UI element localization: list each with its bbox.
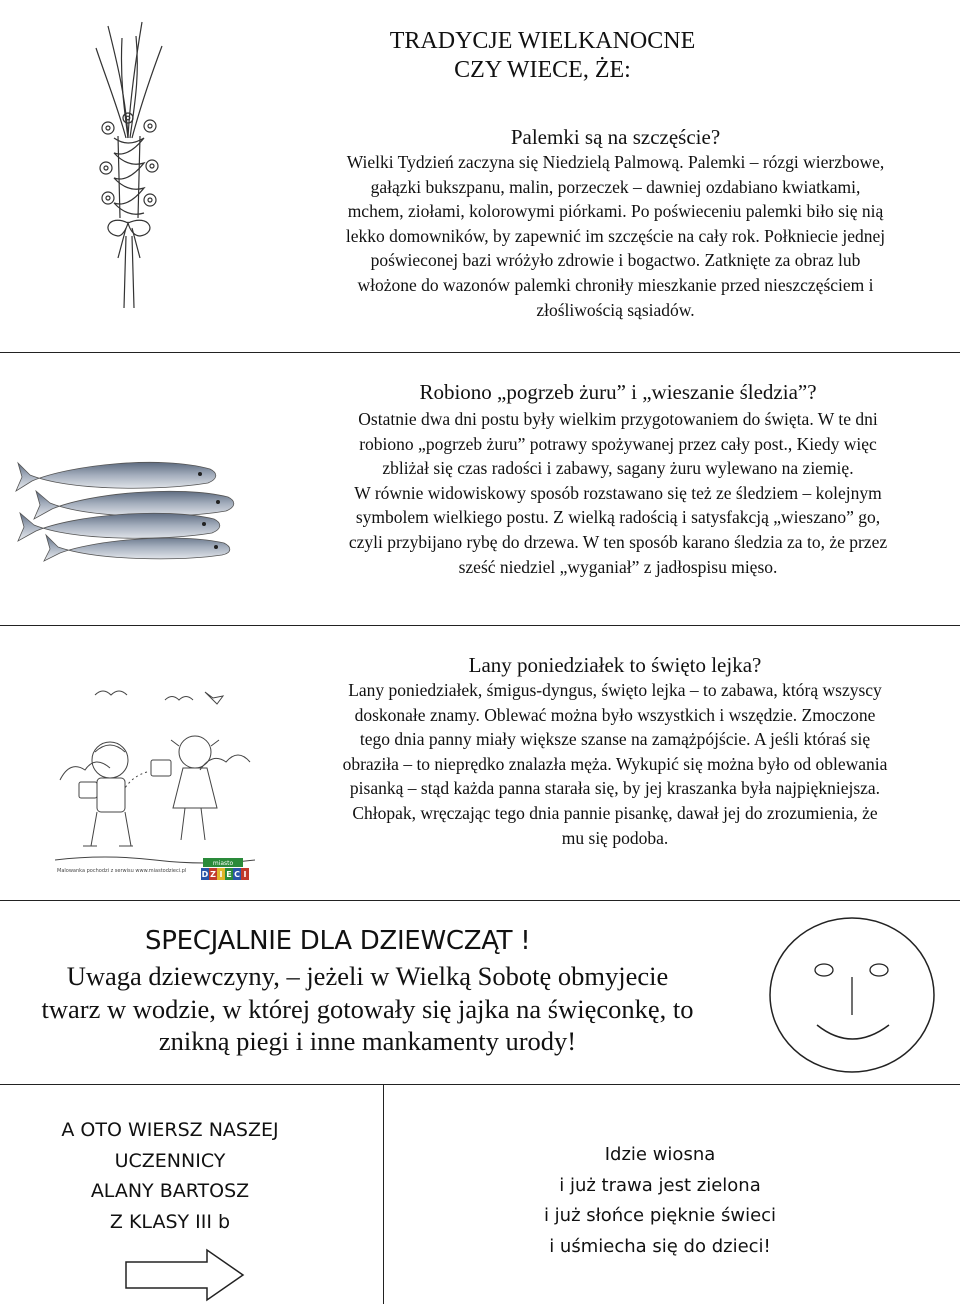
section2-line: zbliżał się czas radości i zabawy, sagany żuru wylewano na ziemię.: [382, 458, 854, 479]
poem-intro-line: A OTO WIERSZ NASZEJ: [61, 1119, 279, 1141]
page-title: TRADYCJE WIELKANOCNE: [389, 28, 696, 54]
section3-line: obraziła – to nieprędko znalazła męża. Wykupić się można było od oblewania: [342, 753, 888, 774]
section3-heading: Lany poniedziałek to święto lejka?: [468, 653, 762, 677]
logo-letter: E: [226, 870, 232, 879]
section1-line: poświeconej bazi wróżyło zdrowie i bogactwo. Zatknięte za obraz lub: [370, 250, 861, 271]
section1-line: gałązki bukszpanu, malin, porzeczek – dawniej ozdabiano kwiatkami,: [370, 176, 861, 197]
section2-line: W równie widowiskowy sposób rozstawano się też ze śledziem – kolejnym: [354, 482, 882, 503]
special-line: twarz w wodzie, w której gotowały się jajka na święconkę, to: [41, 993, 694, 1024]
section2-line: robiono „pogrzeb żuru” potrawy spożywanej przez cały post., Kiedy więc: [359, 433, 877, 454]
poem: [480, 1140, 840, 1262]
poem-line: i już słońce pięknie świeci: [543, 1205, 777, 1226]
logo-top-text: miasto: [212, 860, 234, 867]
special-text: [10, 960, 725, 1058]
section1-body: [278, 124, 953, 322]
separator-1: [0, 352, 960, 353]
palm-illustration: [88, 18, 170, 316]
section2-heading: Robiono „pogrzeb żuru” i „wieszanie śledzia”?: [419, 380, 817, 404]
poem-line: Idzie wiosna: [604, 1144, 716, 1165]
poem-line: i uśmiecha się do dzieci!: [549, 1235, 771, 1257]
section3-line: doskonałe znamy. Oblewać można było wszystkich i wszędzie. Zmoczone: [354, 704, 876, 725]
coloring-illustration: [55, 660, 255, 885]
logo-letter: Z: [210, 870, 216, 879]
section1-line: włożone do wazonów palemki chroniły mieszkanie przed nieszczęściem i: [357, 274, 874, 295]
logo-letter: I: [243, 870, 247, 879]
special-heading: SPECJALNIE DLA DZIEWCZĄT !: [145, 926, 531, 956]
section1-heading: Palemki są na szczęście?: [510, 125, 721, 149]
section3-line: Chłopak, wręczając tego dnia pannie pisankę, dawał jej do zrozumienia, że: [352, 802, 878, 823]
section3-line: mu się podoba.: [561, 827, 669, 848]
section2-line: Ostatnie dwa dni postu były wielkim przygotowaniem do święta. W te dni: [358, 409, 878, 429]
smiley-face-icon: [767, 915, 937, 1075]
poem-intro-line: ALANY BARTOSZ: [90, 1180, 250, 1202]
herring-photo: [10, 435, 240, 565]
section3-line: pisanką – stąd każda panna starała się, by jej kraszanka była najpiękniejsza.: [349, 778, 881, 799]
section2-body: [278, 379, 958, 579]
section1-line: Wielki Tydzień zaczyna się Niedzielą Palmową. Palemki – rózgi wierzbowe,: [346, 152, 885, 172]
coloring-caption: Malowanka pochodzi z serwisu www.miastodzieci.pl: [57, 868, 187, 874]
separator-2: [0, 625, 960, 626]
page-subtitle: CZY WIECE, ŻE:: [454, 57, 631, 83]
section2-line: sześć niedziel „wyganiał” z jadłospisu mięso.: [458, 556, 778, 577]
section3-line: Lany poniedziałek, śmigus-dyngus, święto lejka – to zabawa, którą wszyscy: [348, 680, 882, 700]
poem-line: i już trawa jest zielona: [559, 1174, 761, 1196]
section1-line: złośliwością sąsiadów.: [536, 299, 695, 320]
section1-title-block: [285, 27, 800, 85]
separator-vertical: [383, 1084, 384, 1304]
logo-letter: D: [201, 870, 209, 879]
poem-intro-line: Z KLASY III b: [109, 1210, 231, 1233]
separator-4: [0, 1084, 960, 1085]
section2-line: symbolem wielkiego postu. Z wielką radością i satysfakcją „wieszano” go,: [355, 507, 881, 528]
poem-intro: [20, 1115, 320, 1237]
logo-letter: C: [234, 870, 240, 879]
special-line: znikną piegi i inne mankamenty urody!: [158, 1026, 577, 1056]
miasto-dzieci-logo: [201, 858, 249, 880]
section2-line: czyli przybijano rybę do drzewa. W ten sposób karano śledzia za to, że przez: [348, 531, 888, 552]
logo-letter: I: [219, 870, 223, 879]
right-arrow-icon: [125, 1248, 245, 1302]
section1-line: lekko domowników, by zapewnić im szczęście na cały rok. Połkniecie jednej: [345, 225, 886, 246]
section3-line: tego dnia panny miały większe szanse na zamążpójście. A jeśli któraś się: [359, 729, 871, 750]
section1-line: mchem, ziołami, kolorowymi piórkami. Po poświeceniu palemki biło się nią: [347, 201, 884, 222]
section3-body: [270, 652, 960, 850]
separator-3: [0, 900, 960, 901]
poem-intro-line: UCZENNICY: [114, 1149, 226, 1172]
special-line: Uwaga dziewczyny, – jeżeli w Wielką Sobotę obmyjecie: [66, 961, 669, 991]
